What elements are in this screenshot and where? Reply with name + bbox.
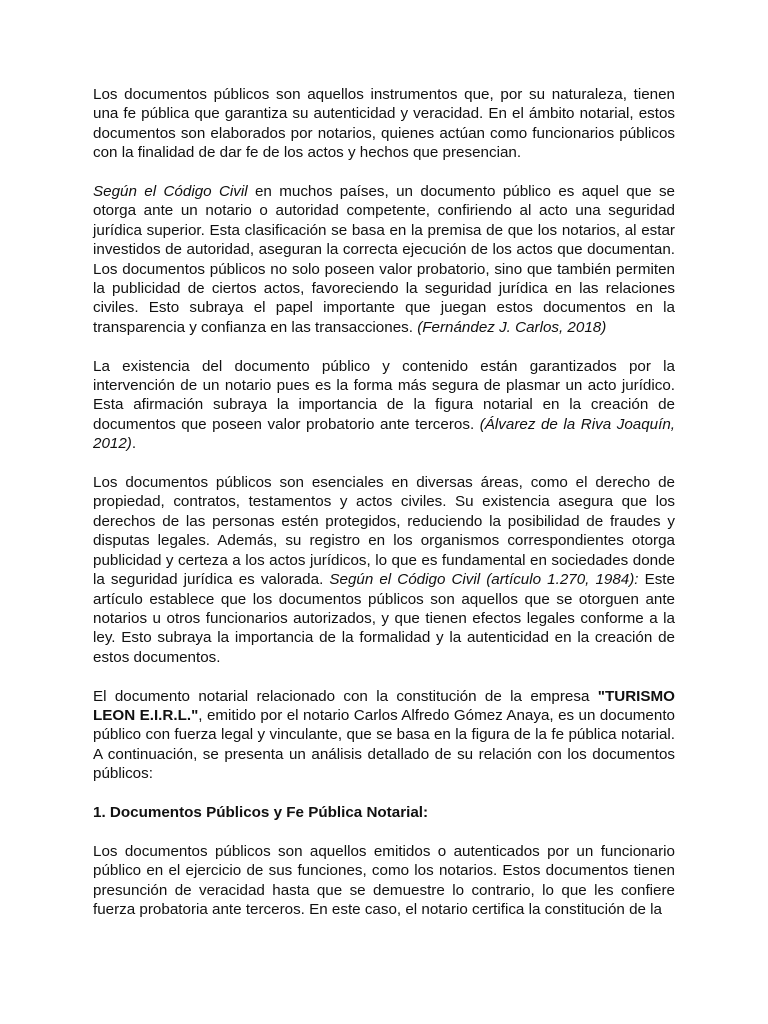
paragraph-3-body: La existencia del documento público y contenido están garantizados por la intervención de un notario pues es la forma más segura de plasmar un acto jurídico. Esta afirmación subraya la importancia de la figura notarial en la creación de documentos que poseen valor probatorio ante terceros. [93,357,675,433]
paragraph-1: Los documentos públicos son aquellos instrumentos que, por su naturaleza, tienen una fe pública que garantiza su autenticidad y veracidad. En el ámbito notarial, estos documentos son elaborados por notarios, quienes actúan como funcionarios públicos con la finalidad de dar fe de los actos y hechos que presencian. [93,86,675,162]
paragraph-5-tail: , emitido por el notario Carlos Alfredo Gómez Anaya, es un documento público con fuerza legal y vinculante, que se basa en la figura de la fe pública notarial. A continuación, se presenta un análisis detallado de su relación con los documentos públicos: [93,706,675,783]
paragraph-3 [93,357,675,454]
citation-alvarez: (Álvarez de la Riva Joaquín, 2012) [93,415,675,453]
civil-code-article-reference: Según el Código Civil (artículo 1.270, 1984): [329,571,639,589]
civil-code-reference: Según el Código Civil [93,183,248,201]
document-page [93,85,675,939]
paragraph-5-lead: El documento notarial relacionado con la constitución de la empresa [93,687,598,705]
citation-fernandez: (Fernández J. Carlos, 2018) [417,318,607,336]
paragraph-4-body: Los documentos públicos son esenciales en diversas áreas, como el derecho de propiedad, contratos, testamentos y actos civiles. Su existencia asegura que los derechos de las personas estén protegidos, reduciendo la posibilidad de fraudes y disputas legales. Además, su registro en los organismos correspondientes otorga publicidad y certeza a los actos jurídicos, lo que es fundamental en sociedades donde la seguridad jurídica es valorada. [93,474,675,589]
section-heading: 1. Documentos Públicos y Fe Pública Notarial: [93,803,429,821]
company-name: "TURISMO LEON E.I.R.L." [93,687,675,724]
paragraph-6: Los documentos públicos son aquellos emitidos o autenticados por un funcionario público en el ejercicio de sus funciones, como los notarios. Estos documentos tienen presunción de veracidad hasta que se demuestre lo contrario, lo que les confiere fuerza probatoria ante terceros. En este caso, el notario certifica la constitución de la [93,842,675,918]
paragraph-2-body: en muchos países, un documento público es aquel que se otorga ante un notario o autoridad competente, confiriendo al acto una seguridad jurídica superior. Esta clasificación se basa en la premisa de que los notarios, al estar investidos de autoridad, aseguran la correcta ejecución de los actos que documentan. Los documentos públicos no solo poseen valor probatorio, sino que también permiten la publicidad de ciertos actos, favoreciendo la seguridad jurídica en las relaciones civiles. Esto subraya el papel importante que juegan estos documentos en la transparencia y confianza en las transacciones. [93,183,675,336]
paragraph-4-tail: Este artículo establece que los documentos públicos son aquellos que se otorguen ante notarios u otros funcionarios autorizados, y que tienen efectos legales conforme a la ley. Esto subraya la importancia de la formalidad y la autenticidad en la creación de estos documentos. [93,571,675,666]
paragraph-4 [93,473,675,667]
paragraph-5 [93,687,675,784]
paragraph-2 [93,182,675,337]
paragraph-3-tail: . [131,435,137,453]
